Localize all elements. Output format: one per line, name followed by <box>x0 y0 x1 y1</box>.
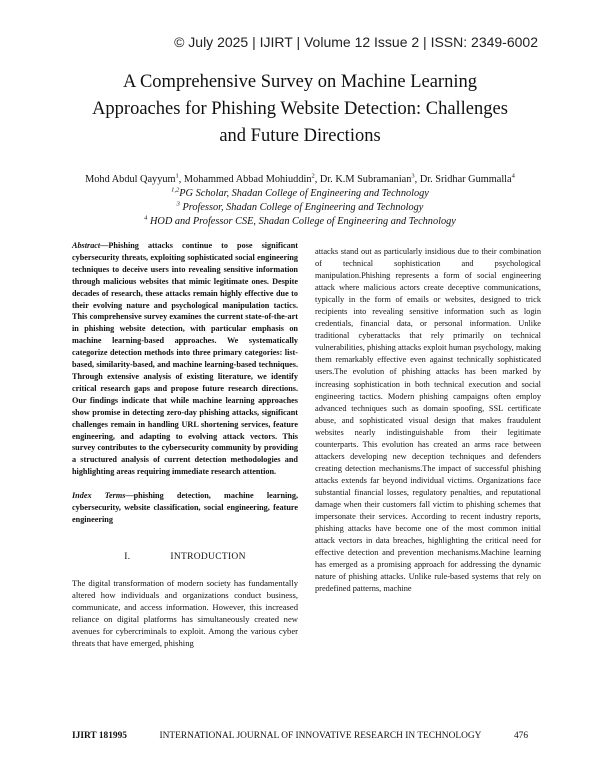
abstract-label: Abstract <box>72 241 101 250</box>
affiliation-text: Professor, Shadan College of Engineering and Technology <box>179 202 424 213</box>
intro-paragraph: The digital transformation of modern society has fundamentally altered how individuals and organizations conduct business, communicate, and access information. However, this increased reliance on digital platforms has simultaneously created new avenues for cybercriminals to exploit. Among the various cyber threats that have emerged, phishing <box>72 577 298 649</box>
affiliation-sup: 4 <box>144 214 148 222</box>
footer-journal-name: INTERNATIONAL JOURNAL OF INNOVATIVE RESEARCH IN TECHNOLOGY <box>159 731 482 741</box>
affiliation-text: PG Scholar, Shadan College of Engineering and Technology <box>179 188 429 199</box>
section-title: INTRODUCTION <box>170 551 246 562</box>
page-footer <box>72 731 528 741</box>
affiliation <box>40 187 560 201</box>
journal-header: © July 2025 | IJIRT | Volume 12 Issue 2 | ISSN: 2349-6002 <box>174 34 538 50</box>
abstract-body: —Phishing attacks continue to pose significant cybersecurity threats, exploiting sophisticated social engineering techniques to deceive users into revealing sensitive information through malicious websites that mimic legitimate ones. Despite decades of research, these attacks remain highly effective due to their evolving nature and psychological manipulation tactics. This comprehensive survey examines the current state-of-the-art in phishing website detection, with particular emphasis on machine learning-based approaches. We systematically categorize detection methods into three primary categories: list-based, similarity-based, and machine learning-based techniques. Through extensive analysis of existing literature, we identify critical research gaps and propose future research directions. Our findings indicate that while machine learning approaches show promise in detecting zero-day phishing attacks, significant challenges remain in handling URL shortening services, feature engineering, and adapting to evolving attack vectors. This survey contributes to the cybersecurity community by providing a structured analysis of current detection methodologies and highlighting areas requiring immediate research attention. <box>72 241 298 477</box>
affiliation <box>40 215 560 229</box>
author-name: Dr. Sridhar Gummalla <box>419 174 512 185</box>
left-column <box>72 240 298 649</box>
section-number: I. <box>124 551 131 562</box>
footer-paper-id: IJIRT 181995 <box>72 731 127 741</box>
author-sup: 2 <box>311 172 315 180</box>
author-list <box>40 173 560 187</box>
author-separator: , <box>178 174 184 185</box>
title-line: A Comprehensive Survey on Machine Learning <box>123 72 477 92</box>
index-terms-body: —phishing detection, machine learning, cybersecurity, website classification, social engineering, feature engineering <box>72 491 298 524</box>
index-terms-label: Index Terms <box>72 491 126 501</box>
author-name: Mohd Abdul Qayyum <box>85 174 176 185</box>
affiliation <box>40 201 560 215</box>
affiliation-sup: 3 <box>176 200 180 208</box>
title-line: and Future Directions <box>219 126 381 146</box>
author-separator: , <box>314 174 320 185</box>
author-separator: , <box>414 174 420 185</box>
index-terms <box>72 490 298 526</box>
author-sup: 3 <box>411 172 415 180</box>
right-column: attacks stand out as particularly insidious due to their combination of technical sophistication and psychological manipulation.Phishing represents a form of social engineering attack where malicious actors create deceptive communications, typically in the form of emails or websites, designed to trick recipients into revealing sensitive information such as login credentials, financial data, or personal information. Unlike traditional cyberattacks that rely primarily on technical vulnerabilities, phishing attacks exploit human psychology, making them remarkably effective even against technically sophisticated users.The evolution of phishing attacks has been marked by increasing sophistication in both technical execution and social engineering tactics. Modern phishing campaigns often employ advanced techniques such as domain spoofing, SSL certificate abuse, and sophisticated visual design that makes fraudulent websites nearly indistinguishable from their legitimate counterparts. This evolution has created an arms race between attackers developing new deception techniques and defenders creating detection mechanisms.The impact of successful phishing attacks extends far beyond individual victims. Organizations face substantial financial losses, regulatory penalties, and reputational damage when their customers fall victim to phishing schemes that impersonate their services. According to recent industry reports, phishing attacks have become one of the most common initial attack vectors in data breaches, highlighting the critical need for effective detection and prevention mechanisms.Machine learning has emerged as a promising approach for addressing the dynamic nature of phishing attacks. Unlike rule-based systems that rely on predefined patterns, machine <box>315 247 541 594</box>
author-name: Dr. K.M Subramanian <box>319 174 412 185</box>
abstract <box>72 240 298 478</box>
page-number: 476 <box>513 731 528 741</box>
author-name: Mohammed Abbad Mohiuddin <box>183 174 312 185</box>
paper-title <box>60 69 540 150</box>
affiliation-text: HOD and Professor CSE, Shadan College of Engineering and Technology <box>147 216 456 227</box>
section-heading <box>72 552 298 564</box>
author-sup: 1 <box>175 172 179 180</box>
author-sup: 4 <box>511 172 515 180</box>
affiliation-sup: 1,2 <box>171 186 180 194</box>
title-line: Approaches for Phishing Website Detection: Challenges <box>92 99 508 119</box>
